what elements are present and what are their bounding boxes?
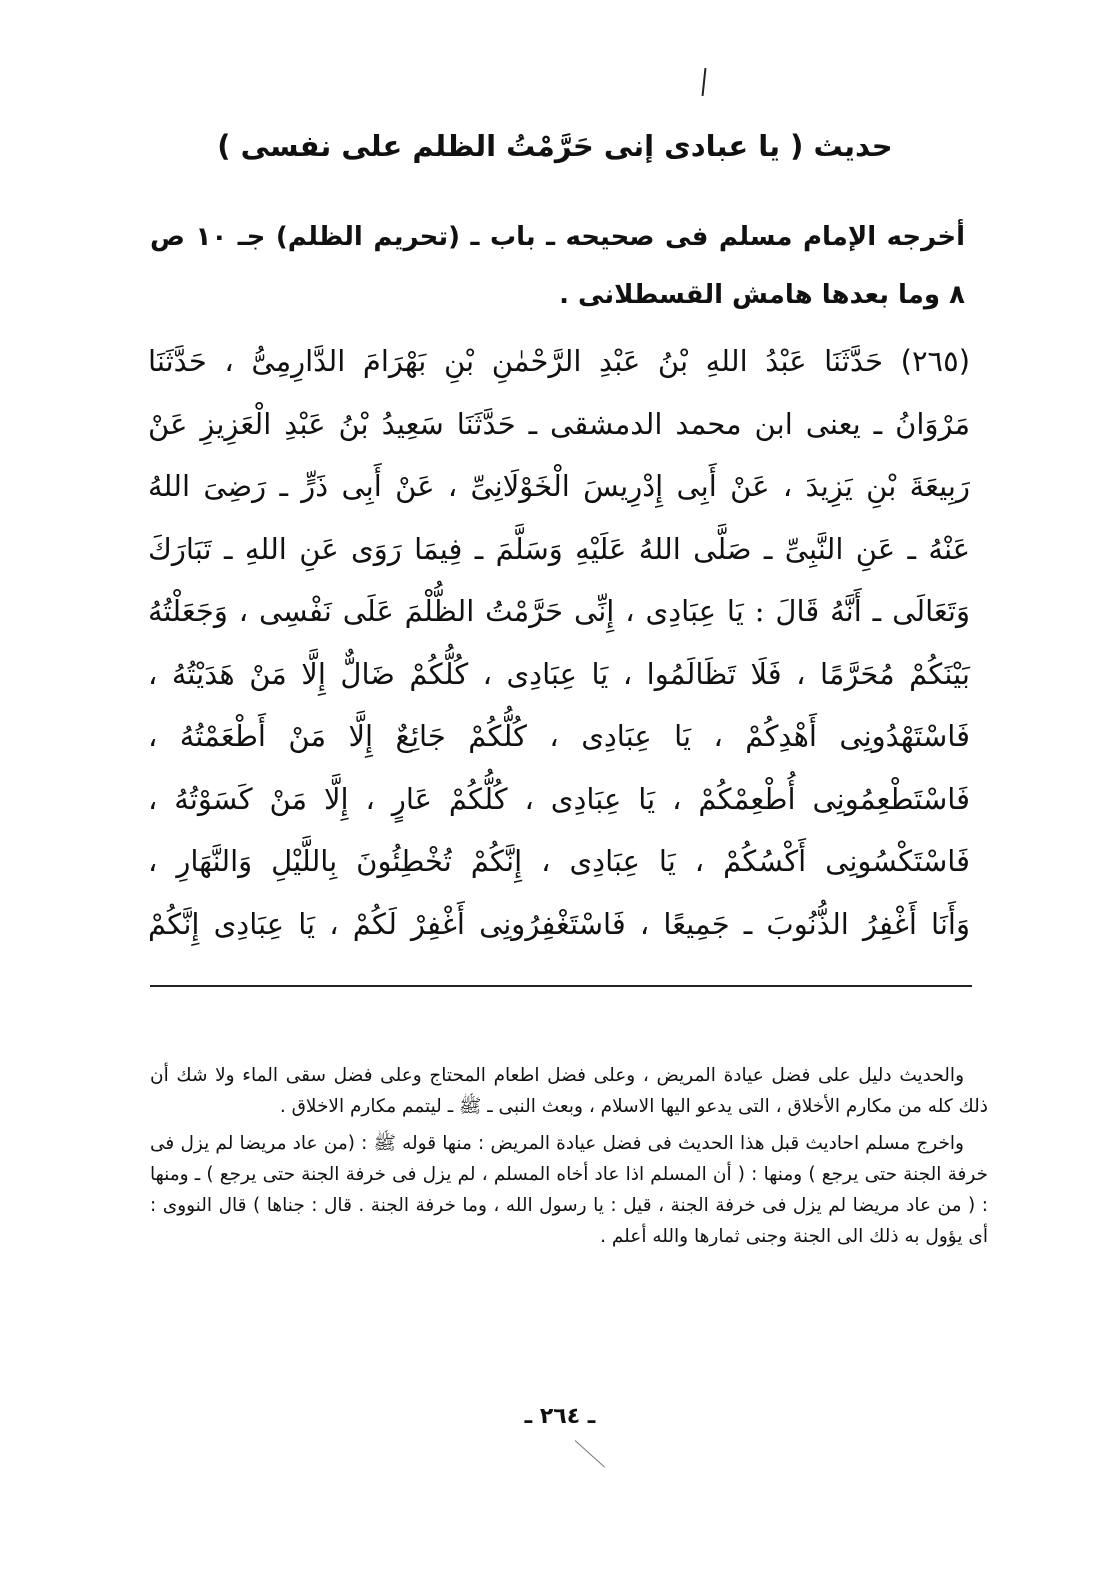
hadith-title: حديث ( يا عبادى إنى حَرَّمْتُ الظلم على نفسى ) xyxy=(217,129,893,163)
footnote-paragraph: والحديث دليل على فضل عيادة المريض ، وعلى فضل اطعام المحتاج وعلى فضل سقى الماء ولا شك أن ذلك كله من مكارم الأخلاق ، التى يدعو اليها الاسلام ، وبعث النبى ـ ﷺ ـ ليتمم مكارم الاخلاق . xyxy=(150,1065,988,1117)
hadith-line-text: حَدَّثَنَا عَبْدُ اللهِ بْنُ عَبْدِ الرَّحْمٰنِ بْنِ بَهْرَامَ الدَّارِمِىُّ ، حَدَّثَنَا xyxy=(148,344,883,378)
hadith-line xyxy=(148,330,970,393)
footnote-paragraph: واخرج مسلم احاديث قبل هذا الحديث فى فضل عيادة المريض : منها قوله ﷺ : (من عاد مريضا لم يزل فى خرفة الجنة حتى يرجع ) ومنها : ( أن المسلم اذا عاد أخاه المسلم ، لم يزل فى خرفة الجنة حتى يرجع ) ـ ومنها : ( من عاد مريضا لم يزل فى خرفة الجنة ، قيل : يا رسول الله ، وما خرفة الجنة . قال : جناها ) قال النووى : أى يؤول به ذلك الى الجنة وجنى ثمارها والله أعلم . xyxy=(150,1133,988,1247)
hadith-line: مَرْوَانُ ـ يعنى ابن محمد الدمشقى ـ حَدَّثَنَا سَعِيدُ بْنُ عَبْدِ الْعَزِيزِ عَنْ xyxy=(148,406,970,441)
scan-mark-top xyxy=(702,68,707,96)
hadith-line: فَاسْتَكْسُونِى أَكْسُكُمْ ، يَا عِبَادِى ، إِنَّكُمْ تُخْطِئُونَ بِاللَّيْلِ وَالنَّهَارِ ، xyxy=(148,844,970,878)
footnotes xyxy=(150,1060,988,1258)
scan-mark-bottom xyxy=(575,1440,605,1468)
hadith-number: (٢٦٥) xyxy=(900,344,971,378)
hadith-text xyxy=(148,330,970,955)
page-number: ـ ٢٦٤ ـ xyxy=(524,1404,596,1429)
hadith-line: فَاسْتَطْعِمُونِى أُطْعِمْكُمْ ، يَا عِبَادِى ، كُلُّكُمْ عَارٍ ، إِلَّا مَنْ كَسَوْتُهُ ، xyxy=(148,781,970,816)
source-reference: أخرجه الإمام مسلم فى صحيحه ـ باب ـ (تحريم الظلم) جـ ١٠ ص ٨ وما بعدها هامش القسطلانى . xyxy=(150,222,965,310)
hadith-line: بَيْنَكُمْ مُحَرَّمًا ، فَلَا تَظَالَمُوا ، يَا عِبَادِى ، كُلُّكُمْ ضَالٌّ إِلَّا مَنْ هَدَيْتُهُ ، xyxy=(148,656,970,691)
hadith-line: رَبِيعَةَ بْنِ يَزِيدَ ، عَنْ أَبِى إِدْرِيسَ الْخَوْلَانِىِّ ، عَنْ أَبِى ذَرٍّ ـ رَضِىَ اللهُ xyxy=(148,469,970,503)
hadith-line: فَاسْتَهْدُونِى أَهْدِكُمْ ، يَا عِبَادِى ، كُلُّكُمْ جَائِعٌ إِلَّا مَنْ أَطْعَمْتُهُ ، xyxy=(148,719,970,753)
hadith-line: وَتَعَالَى ـ أَنَّهُ قَالَ : يَا عِبَادِى ، إِنِّى حَرَّمْتُ الظُّلْمَ عَلَى نَفْسِى ، وَجَعَلْتُهُ xyxy=(148,594,970,628)
footnote-divider xyxy=(150,985,972,987)
hadith-line: وَأَنَا أَغْفِرُ الذُّنُوبَ ـ جَمِيعًا ، فَاسْتَغْفِرُونِى أَغْفِرْ لَكُمْ ، يَا عِبَادِى إِنَّكُمْ xyxy=(148,906,970,941)
hadith-line: عَنْهُ ـ عَنِ النَّبِىِّ ـ صَلَّى اللهُ عَلَيْهِ وَسَلَّمَ ـ فِيمَا رَوَى عَنِ اللهِ ـ تَبَارَكَ xyxy=(148,531,970,566)
